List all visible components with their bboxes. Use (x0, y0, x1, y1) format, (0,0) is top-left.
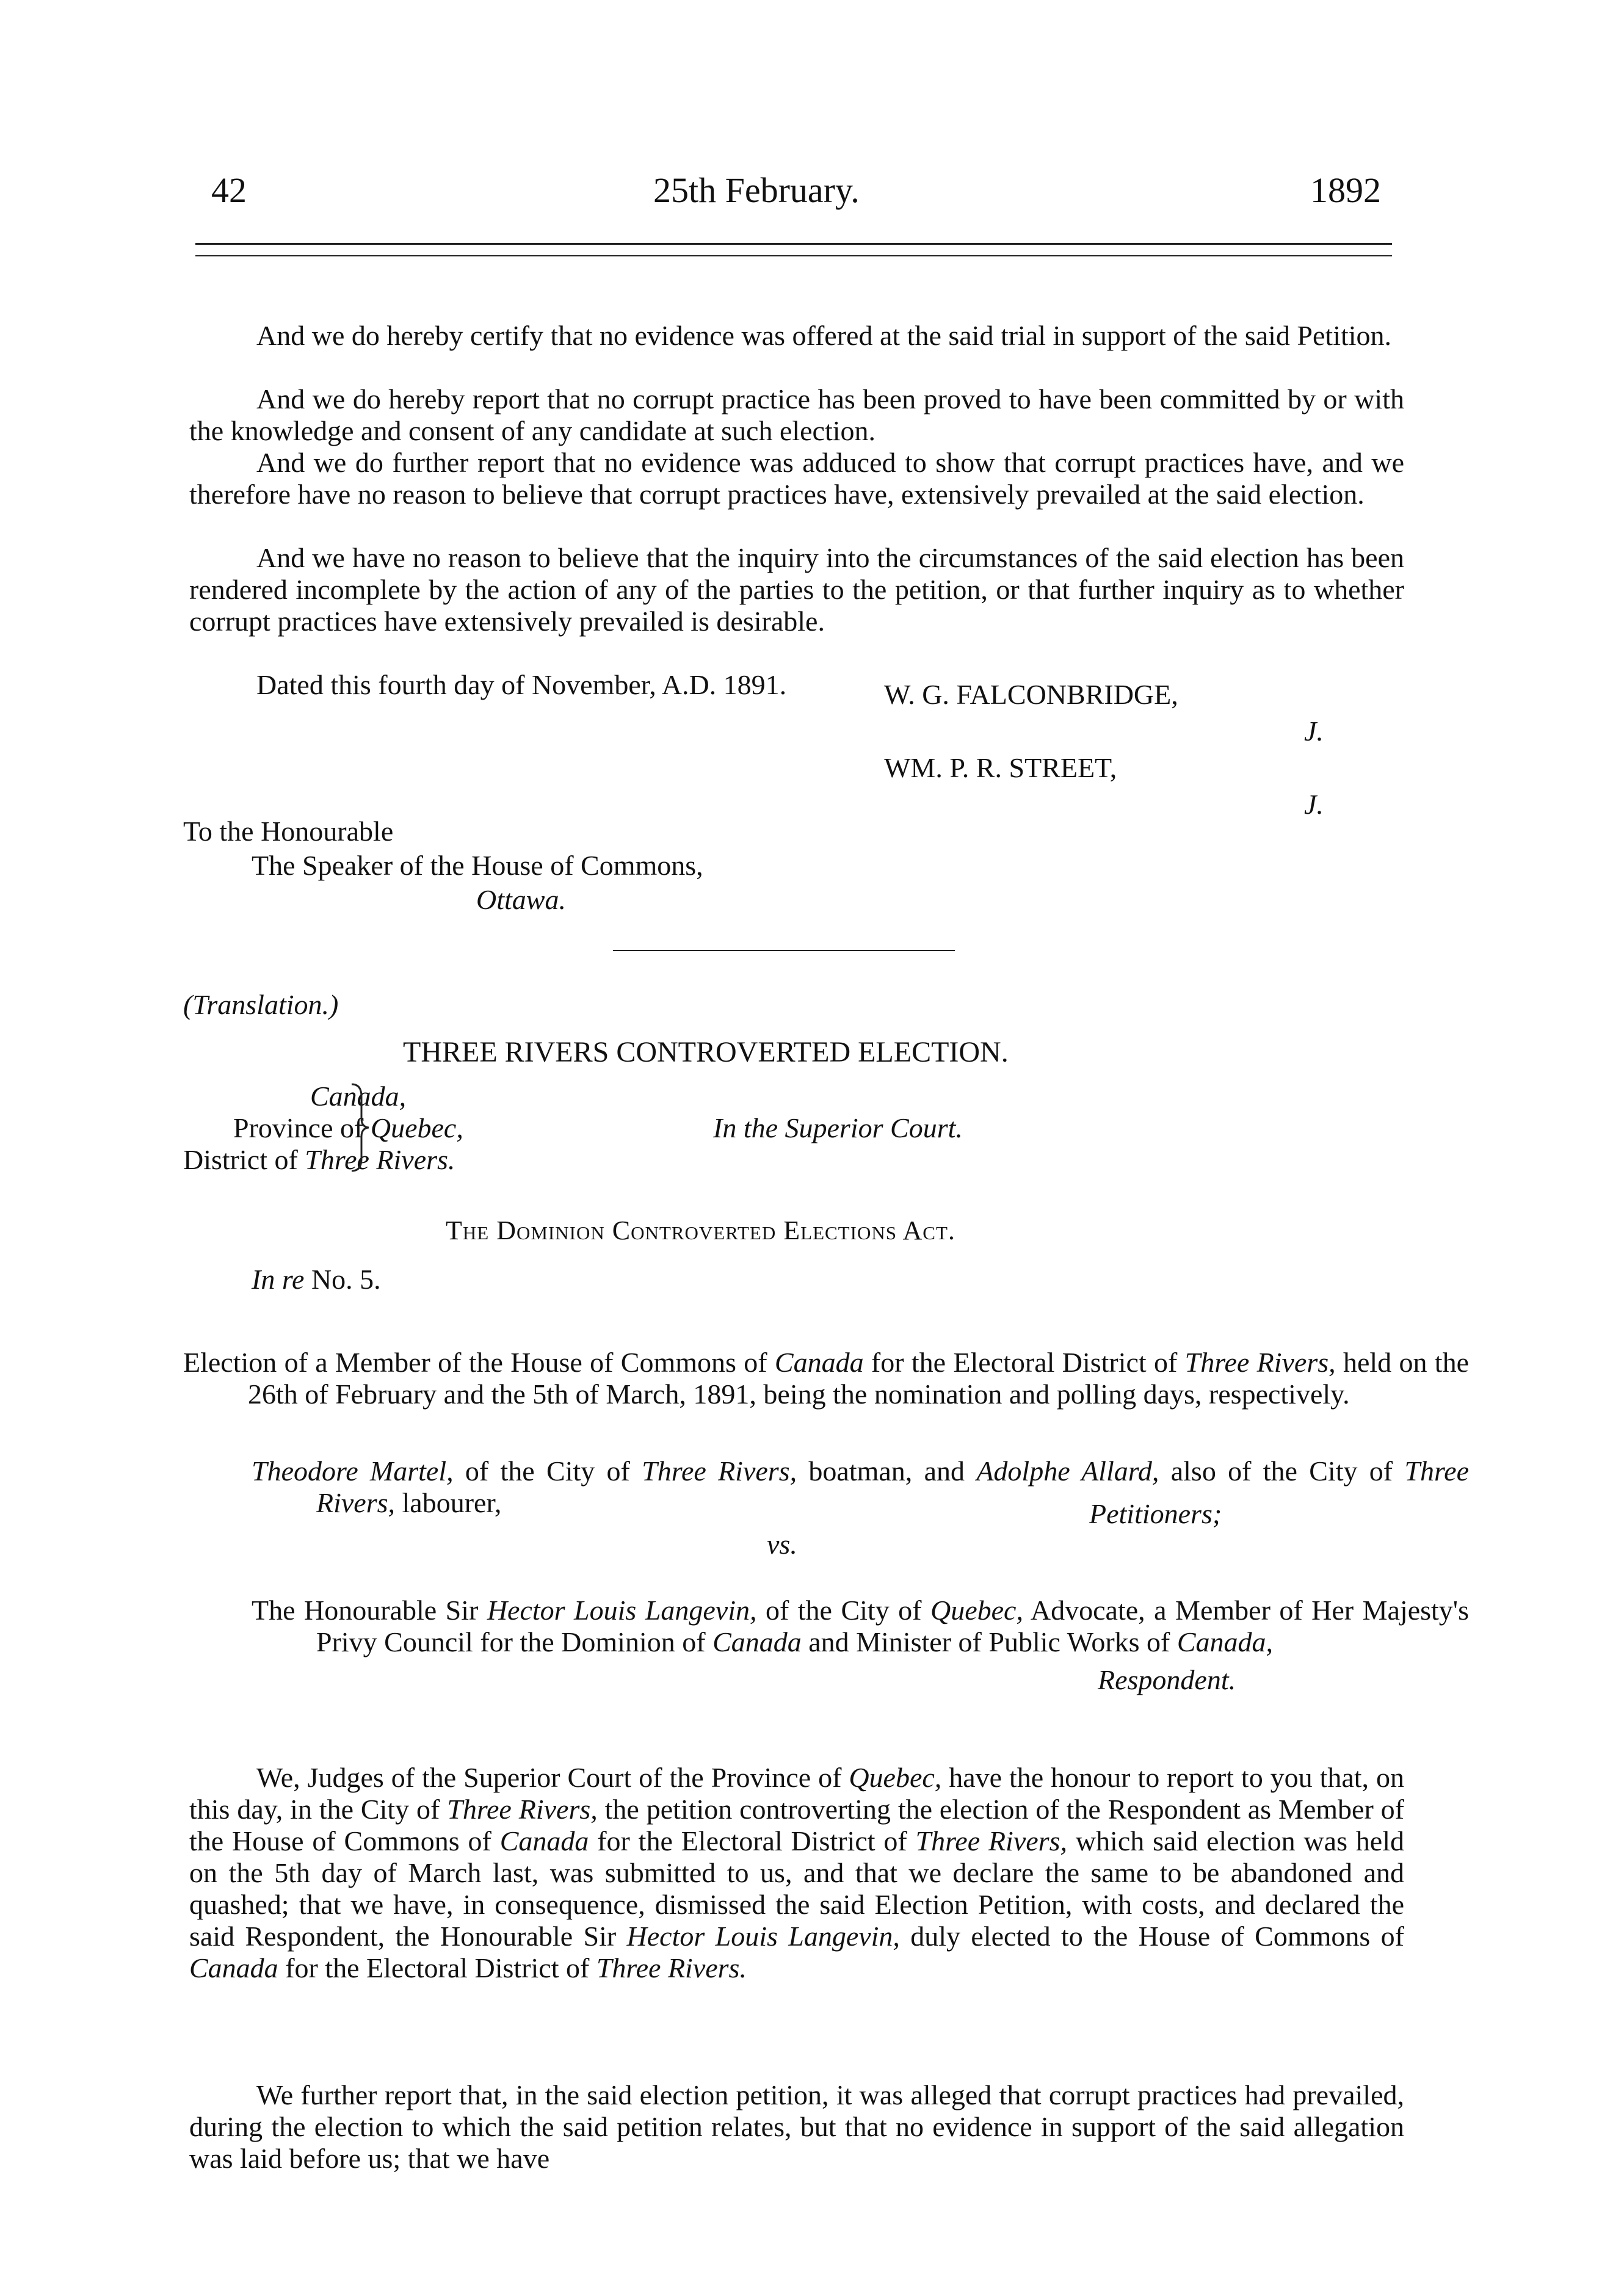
jurisdiction-district: District of Three Rivers. (183, 1144, 455, 1175)
election-description: Election of a Member of the House of Commons of Canada for the Electoral District of Three Rivers, held on the 26th of February and the 5th of March, 1891, being the nomination and polling days, respectively. (183, 1347, 1469, 1410)
signature-name-1: W. G. FALCONBRIDGE, (884, 679, 1178, 710)
district-name: Three Rivers. (305, 1144, 455, 1175)
address-line-1: To the Honourable (183, 816, 394, 847)
signature-title-1: J. (1304, 715, 1324, 747)
respondent-label: Respondent. (1098, 1664, 1236, 1695)
translation-note: (Translation.) (183, 989, 339, 1020)
versus-label: vs. (767, 1529, 797, 1560)
paragraph-no-corrupt-practice: And we do hereby report that no corrupt practice has been proved to have been committed by or with the knowledge and consent of any candidate at such election. (189, 383, 1404, 446)
address-line-3: Ottawa. (476, 884, 566, 915)
paragraph-inquiry: And we have no reason to believe that the inquiry into the circumstances of the said election has been rendered incomplete by the action of any of the parties to the petition, or that further inquiry as to whether corrupt practices have extensively prevailed is desirable. (189, 542, 1404, 637)
page-number: 42 (211, 170, 247, 210)
petitioners-label: Petitioners; (1089, 1498, 1222, 1529)
right-brace-icon (348, 1082, 372, 1173)
header-year: 1892 (1310, 170, 1381, 210)
paragraph-no-evidence: And we do further report that no evidence was adduced to show that corrupt practices have, and we therefore have no reason to believe that corrupt practices have, extensively prevailed at the said election. (189, 447, 1404, 510)
paragraph-further-report: We further report that, in the said election petition, it was alleged that corrupt practices had prevailed, during the election to which the said petition relates, but that no evidence in support of the said allegation was laid before us; that we have (189, 2079, 1404, 2174)
jurisdiction-province: Province of Quebec, (233, 1112, 463, 1143)
jurisdiction-country: Canada, (310, 1081, 407, 1112)
section-separator (613, 950, 955, 951)
province-name: Quebec, (370, 1112, 463, 1143)
paragraph-certify: And we do hereby certify that no evidence was offered at the said trial in support of the said Petition. (256, 320, 1392, 351)
court-name: In the Superior Court. (713, 1112, 963, 1143)
header-date: 25th February. (653, 170, 860, 210)
signature-title-2: J. (1304, 789, 1324, 820)
act-title: The Dominion Controverted Elections Act. (446, 1215, 955, 1245)
page-header (189, 170, 1408, 219)
header-rule-bottom (195, 255, 1392, 256)
paragraph-dated: Dated this fourth day of November, A.D. 1891. (256, 669, 787, 700)
respondent-description: The Honourable Sir Hector Louis Langevin, of the City of Quebec, Advocate, a Member of Her Majesty's Privy Council for the Dominion of Canada and Minister of Public Works of Canada, (252, 1595, 1469, 1657)
address-line-2: The Speaker of the House of Commons, (252, 850, 703, 881)
election-title: THREE RIVERS CONTROVERTED ELECTION. (403, 1036, 1009, 1068)
signature-name-2: WM. P. R. STREET, (884, 752, 1117, 783)
paragraph-judgment: We, Judges of the Superior Court of the Province of Quebec, have the honour to report to you that, on this day, in the City of Three Rivers, the petition controverting the election of the Respondent as Member of the House of Commons of Canada for the Electoral District of Three Rivers, which said election was held on the 5th day of March last, was submitted to us, and that we declare the same to be abandoned and quashed; that we have, in consequence, dismissed the said Election Petition, with costs, and declared the said Respondent, the Honourable Sir Hector Louis Langevin, duly elected to the House of Commons of Canada for the Electoral District of Three Rivers. (189, 1762, 1404, 1983)
in-re-line: In re No. 5. (252, 1264, 381, 1295)
header-rule-top (195, 243, 1392, 245)
petitioners-description: Theodore Martel, of the City of Three Rivers, boatman, and Adolphe Allard, also of the City of Three Rivers, labourer, (252, 1455, 1470, 1518)
